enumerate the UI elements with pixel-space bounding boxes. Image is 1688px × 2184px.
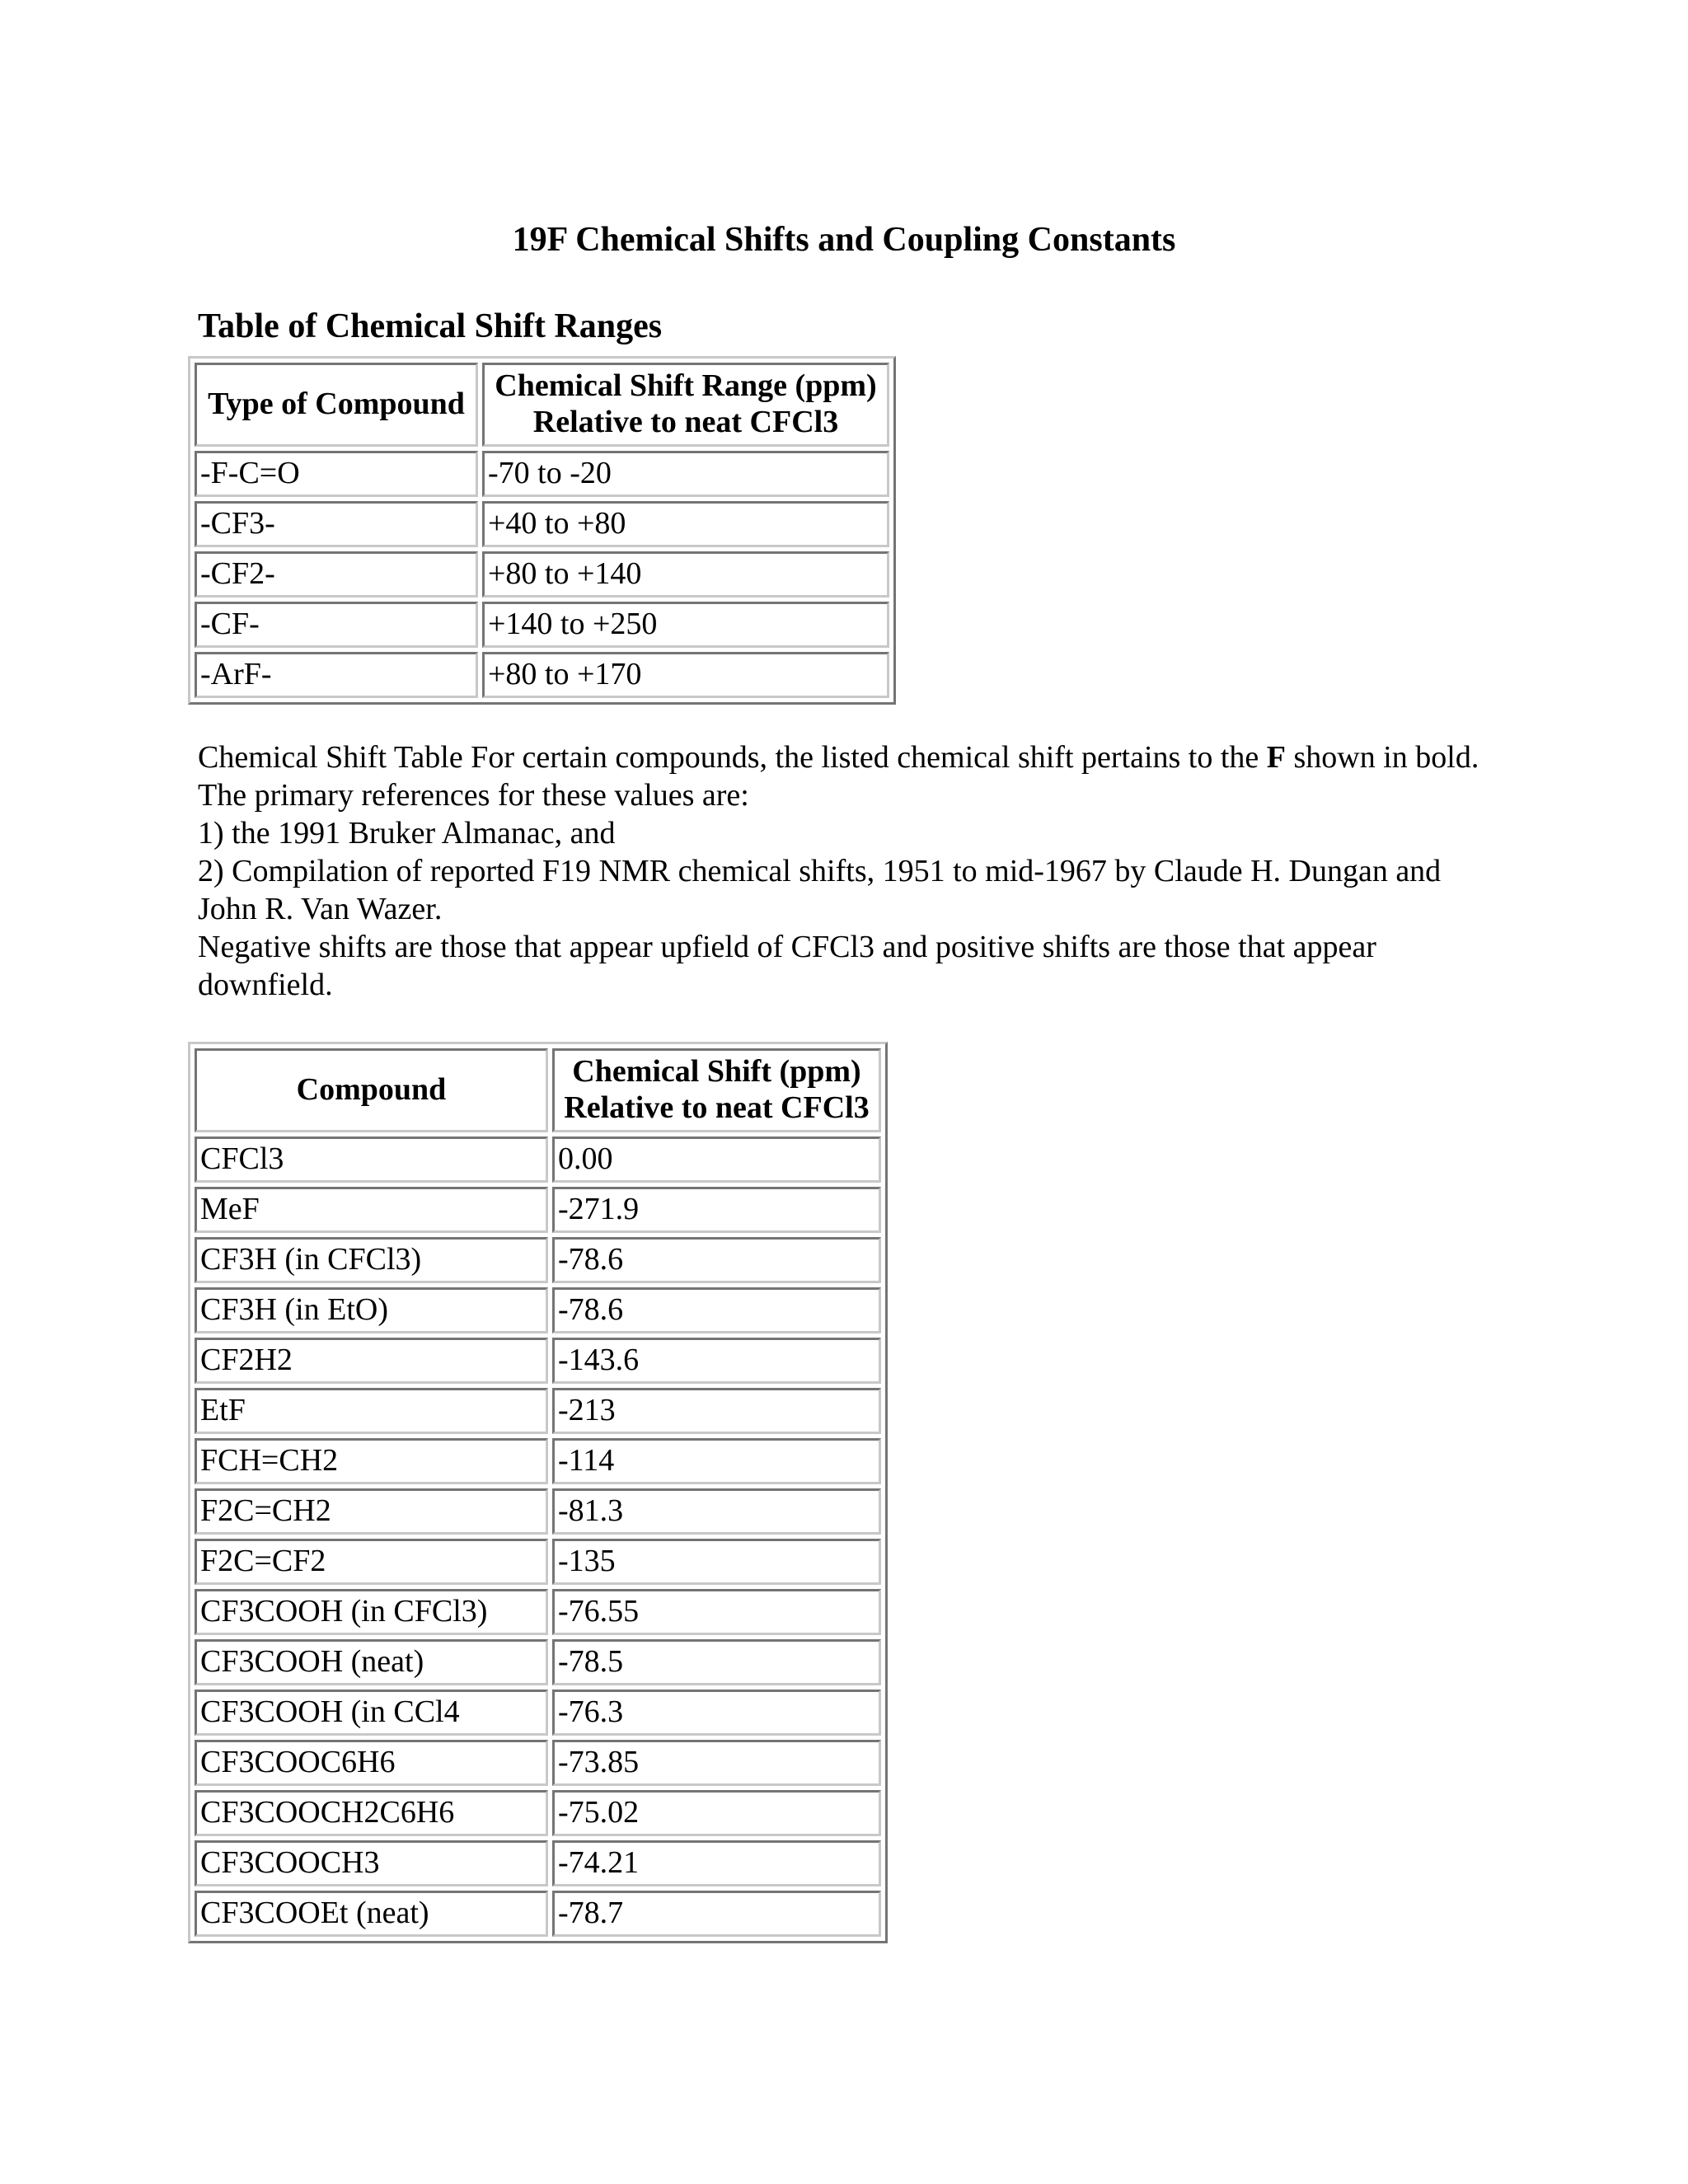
header-line: Relative to neat CFCl3 — [564, 1090, 870, 1125]
cell-compound: FCH=CH2 — [195, 1438, 548, 1484]
cell-shift-value: -76.55 — [552, 1589, 881, 1635]
reference-1: 1) the 1991 Bruker Almanac, and — [198, 816, 616, 851]
table-row — [195, 1187, 881, 1233]
cell-shift-value: -81.3 — [552, 1488, 881, 1535]
cell-compound: CF3COOC6H6 — [195, 1740, 548, 1786]
header-compound: Compound — [195, 1048, 548, 1132]
cell-compound: CF3COOH (neat) — [195, 1639, 548, 1685]
cell-shift-value: -70 to -20 — [482, 451, 889, 497]
cell-compound: CF3COOCH3 — [195, 1840, 548, 1886]
chemical-shift-range-table — [188, 356, 896, 705]
cell-shift-value: -114 — [552, 1438, 881, 1484]
cell-shift-value: -78.7 — [552, 1891, 881, 1937]
cell-shift-value: +140 to +250 — [482, 602, 889, 648]
cell-shift-value: -271.9 — [552, 1187, 881, 1233]
table-header-row — [195, 1048, 881, 1132]
table-row — [195, 1690, 881, 1736]
header-type-of-compound: Type of Compound — [195, 363, 478, 447]
cell-compound: F2C=CH2 — [195, 1488, 548, 1535]
cell-shift-value: -73.85 — [552, 1740, 881, 1786]
cell-compound: CF3H (in CFCl3) — [195, 1237, 548, 1283]
cell-shift-value: +40 to +80 — [482, 501, 889, 547]
cell-shift-value: 0.00 — [552, 1137, 881, 1183]
table-row — [195, 1438, 881, 1484]
cell-compound: CF3COOH (in CCl4 — [195, 1690, 548, 1736]
cell-compound: CF3COOCH2C6H6 — [195, 1790, 548, 1836]
table-row — [195, 1137, 881, 1183]
cell-compound: EtF — [195, 1388, 548, 1434]
table-row — [195, 1639, 881, 1685]
intro-paragraph — [198, 738, 1492, 814]
cell-compound: CF2H2 — [195, 1338, 548, 1384]
cell-compound: -F-C=O — [195, 451, 478, 497]
cell-shift-value: +80 to +170 — [482, 652, 889, 698]
header-chemical-shift-range — [482, 363, 889, 447]
cell-compound: MeF — [195, 1187, 548, 1233]
table-row — [195, 1237, 881, 1283]
cell-compound: -CF2- — [195, 551, 478, 598]
table-row — [195, 1388, 881, 1434]
cell-shift-value: -78.6 — [552, 1287, 881, 1333]
table-row — [195, 1338, 881, 1384]
cell-shift-value: -213 — [552, 1388, 881, 1434]
chemical-shift-table — [188, 1042, 888, 1943]
table-row — [195, 1790, 881, 1836]
intro-text-part: Chemical Shift Table For certain compounds, the listed chemical shift pertains to the — [198, 740, 1267, 775]
table-row — [195, 1488, 881, 1535]
cell-shift-value: -74.21 — [552, 1840, 881, 1886]
table-row — [195, 602, 889, 648]
table-row — [195, 1539, 881, 1585]
table-row — [195, 652, 889, 698]
bold-f: F — [1266, 740, 1286, 775]
table-row — [195, 501, 889, 547]
cell-compound: -CF- — [195, 602, 478, 648]
shift-sign-note: Negative shifts are those that appear upfield of CFCl3 and positive shifts are those that appear downfield. — [198, 930, 1376, 1002]
table-row — [195, 1287, 881, 1333]
table-row — [195, 551, 889, 598]
table-row — [195, 1840, 881, 1886]
intro-text-part: shown in bold. The primary references for these values are: — [198, 740, 1479, 813]
header-line: Relative to neat CFCl3 — [532, 405, 839, 439]
cell-compound: CF3COOEt (neat) — [195, 1891, 548, 1937]
table-row — [195, 1589, 881, 1635]
range-table-body — [195, 451, 889, 698]
section-heading: Table of Chemical Shift Ranges — [198, 307, 663, 345]
header-chemical-shift — [552, 1048, 881, 1132]
table-row — [195, 451, 889, 497]
cell-compound: CF3COOH (in CFCl3) — [195, 1589, 548, 1635]
cell-compound: F2C=CF2 — [195, 1539, 548, 1585]
cell-shift-value: -76.3 — [552, 1690, 881, 1736]
cell-shift-value: -135 — [552, 1539, 881, 1585]
cell-compound: -CF3- — [195, 501, 478, 547]
intro-text — [198, 738, 1492, 1004]
cell-shift-value: -143.6 — [552, 1338, 881, 1384]
cell-compound: -ArF- — [195, 652, 478, 698]
shift-table-body — [195, 1137, 881, 1937]
cell-shift-value: -78.5 — [552, 1639, 881, 1685]
header-line: Chemical Shift Range (ppm) — [495, 368, 877, 404]
table-row — [195, 1740, 881, 1786]
cell-compound: CF3H (in EtO) — [195, 1287, 548, 1333]
cell-shift-value: +80 to +140 — [482, 551, 889, 598]
cell-shift-value: -75.02 — [552, 1790, 881, 1836]
cell-shift-value: -78.6 — [552, 1237, 881, 1283]
table-header-row — [195, 363, 889, 447]
reference-2: 2) Compilation of reported F19 NMR chemical shifts, 1951 to mid-1967 by Claude H. Dungan and John R. Van Wazer. — [198, 854, 1442, 926]
header-line: Chemical Shift (ppm) — [572, 1054, 861, 1090]
page-title: 19F Chemical Shifts and Coupling Constants — [512, 221, 1176, 260]
cell-compound: CFCl3 — [195, 1137, 548, 1183]
table-row — [195, 1891, 881, 1937]
